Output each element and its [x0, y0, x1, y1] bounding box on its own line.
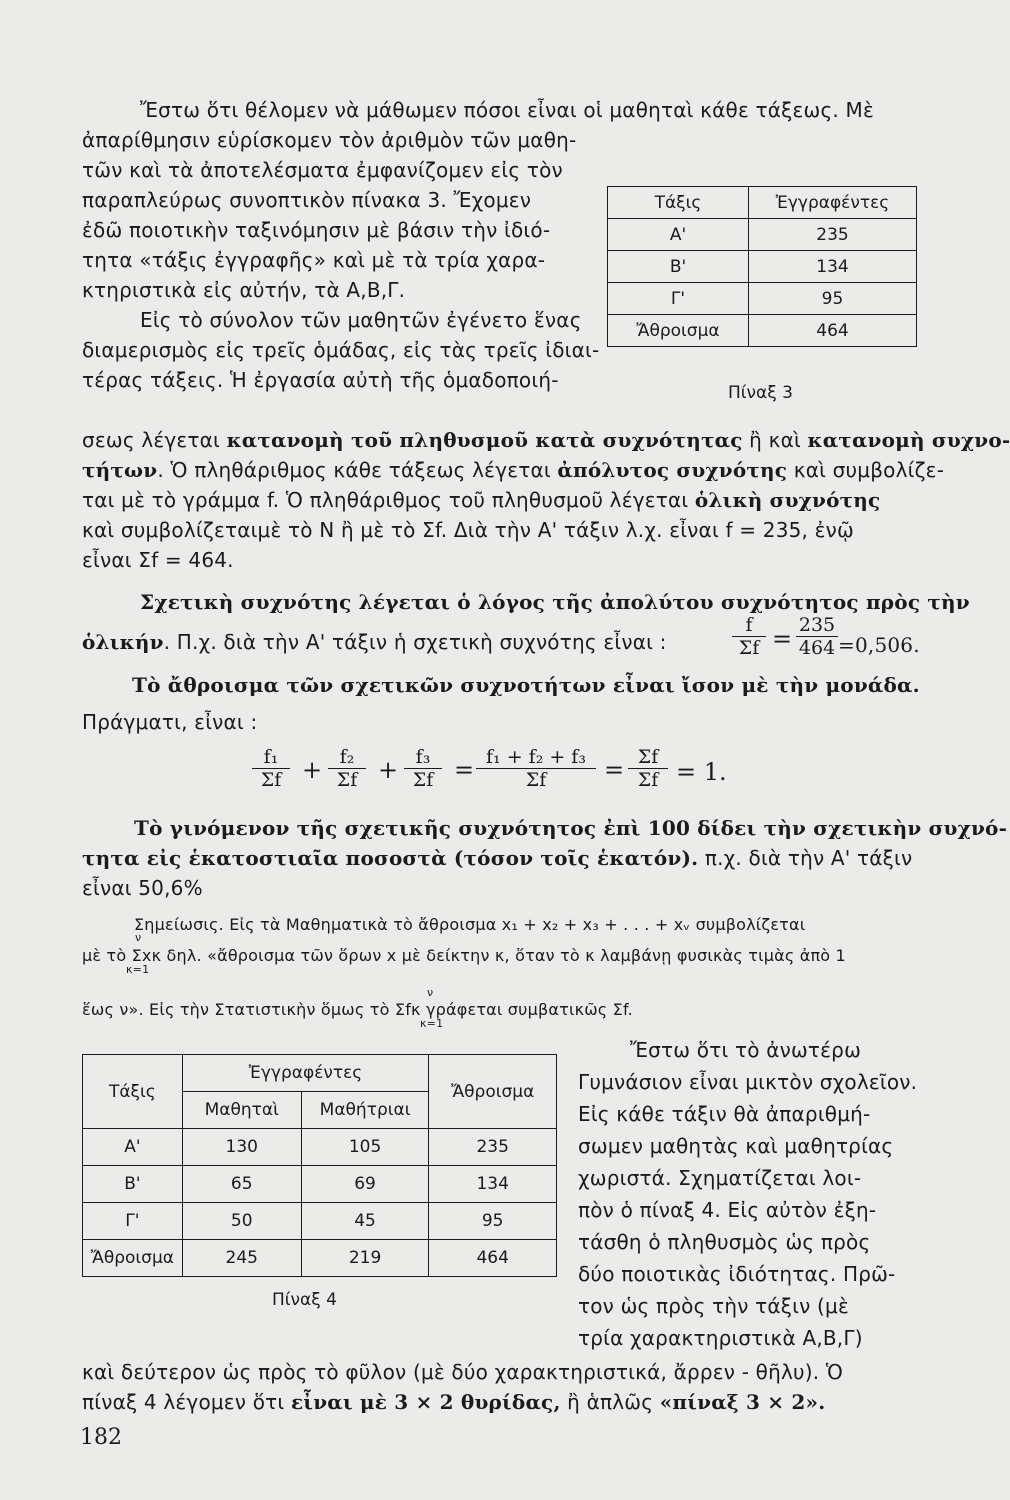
mixed-text: ἢ ἁπλῶς [560, 1390, 660, 1414]
table-4-cell: 50 [182, 1203, 301, 1240]
table-4-cell: 134 [429, 1166, 557, 1203]
table-4-cell: 245 [182, 1240, 301, 1277]
intro-line-8: Εἰς τὸ σύνολον τῶν μαθητῶν ἐγένετο ἕνας [140, 308, 582, 332]
para2-term: κατανομὴ τοῦ πληθυσμοῦ κατὰ συχνότητας [226, 428, 743, 452]
table-4-header-total: Ἄθροισμα [429, 1055, 557, 1129]
equals-sign: = [604, 756, 625, 784]
table-3-row-label: Ἄθροισμα [608, 315, 749, 347]
para2-line-3 [82, 488, 880, 512]
note-sigma-bottom: κ=1 [126, 963, 150, 976]
table-3-row-value: 235 [749, 219, 917, 251]
table-3-row-label: Α' [608, 219, 749, 251]
para2-term: τήτων [82, 458, 158, 482]
plus-sign: + [302, 756, 323, 784]
fraction-denominator: 464 [798, 637, 836, 659]
table-4-cell: 45 [301, 1203, 429, 1240]
fraction-numerator: f₁ + f₂ + f₃ [476, 746, 596, 769]
table-3-row-label: Γ' [608, 283, 749, 315]
para2-text: σεως λέγεται [82, 428, 227, 452]
fraction-denominator: Σf [525, 769, 547, 791]
mixed-line-9: τον ὡς πρὸς τὴν τάξιν (μὲ [578, 1294, 849, 1318]
table-4 [82, 1054, 557, 1277]
intro-line-2: ἀπαρίθμησιν εὑρίσκομεν τὸν ἀριθμὸν τῶν μαθη- [82, 128, 577, 152]
table-4-header-male: Μαθηταὶ [182, 1092, 301, 1129]
relative-term: ὁλικήν [82, 630, 164, 654]
table-3-row-value: 464 [749, 315, 917, 347]
table-4-caption: Πίναξ 4 [272, 1290, 337, 1310]
table-4-row-label: Β' [83, 1166, 183, 1203]
relative-result: =0,506. [838, 633, 920, 657]
percent-line-1: Τὸ γινόμενον τῆς σχετικῆς συχνότητος ἐπὶ 100 δίδει τὴν σχετικὴν συχνό- [134, 816, 1008, 840]
para2-text: . Ὁ πληθάριθμος κάθε τάξεως λέγεται [157, 458, 558, 482]
table-3-header-class: Τάξις [608, 187, 749, 219]
fraction-numerator: f₃ [404, 746, 442, 769]
intro-line-1: Ἔστω ὅτι θέλομεν νὰ μάθωμεν πόσοι εἶναι οἱ μαθηταὶ κάθε τάξεως. Μὲ [140, 98, 874, 122]
plus-sign: + [378, 756, 399, 784]
para2-text: καὶ συμβολίζε- [787, 458, 945, 482]
sum-statement: Τὸ ἄθροισμα τῶν σχετικῶν συχνοτήτων εἶναι ἴσον μὲ τὴν μονάδα. [132, 673, 920, 697]
fraction-numerator: f [732, 614, 766, 637]
formula-fraction-5 [628, 746, 668, 791]
table-4-header-female: Μαθήτριαι [301, 1092, 429, 1129]
indeed-line: Πράγματι, εἶναι : [82, 710, 258, 734]
intro-line-4: παραπλεύρως συνοπτικὸν πίνακα 3. Ἔχομεν [82, 188, 532, 212]
mixed-term: εἶναι μὲ 3 × 2 θυρίδας, [290, 1390, 561, 1414]
fraction-f-over-sum [732, 614, 766, 659]
mixed-text: πίναξ 4 λέγομεν ὅτι [82, 1390, 291, 1414]
mixed-line-1: Ἔστω ὅτι τὸ ἀνωτέρω [630, 1038, 862, 1062]
mixed-line-6: πὸν ὁ πίναξ 4. Εἰς αὐτὸν ἐξη- [578, 1198, 877, 1222]
table-3-header-enrolled: Ἐγγραφέντες [749, 187, 917, 219]
equals-sign: = [454, 756, 475, 784]
para2-text: ται μὲ τὸ γράμμα f. Ὁ πληθάριθμος τοῦ πληθυσμοῦ λέγεται [82, 488, 695, 512]
para2-line-1 [82, 428, 1010, 452]
mixed-line-2: Γυμνάσιον εἶναι μικτὸν σχολεῖον. [578, 1070, 918, 1094]
fraction-denominator: Σf [260, 769, 282, 791]
table-4-row-label: Ἄθροισμα [83, 1240, 183, 1277]
percent-text: π.χ. διὰ τὴν Α' τάξιν [698, 846, 913, 870]
relative-text: . Π.χ. διὰ τὴν Α' τάξιν ἡ σχετικὴ συχνότης εἶναι : [163, 630, 667, 654]
table-3-row-value: 95 [749, 283, 917, 315]
mixed-term: «πίναξ 3 × 2». [659, 1390, 826, 1414]
note-sigma-top: ν [427, 986, 434, 999]
mixed-line-7: τάσθη ὁ πληθυσμὸς ὡς πρὸς [578, 1230, 871, 1254]
para2-text: ἢ καὶ [742, 428, 808, 452]
intro-line-9: διαμερισμὸς εἰς τρεῖς ὁμάδας, εἰς τὰς τρεῖς ἰδιαι- [82, 338, 600, 362]
relative-line-1: Σχετικὴ συχνότης λέγεται ὁ λόγος τῆς ἀπολύτου συχνότητος πρὸς τὴν [140, 590, 970, 614]
table-4-cell: 464 [429, 1240, 557, 1277]
mixed-line-8: δύο ποιοτικὰς ἰδιότητας. Πρῶ- [578, 1262, 896, 1286]
table-3 [607, 186, 917, 347]
fraction-denominator: Σf [336, 769, 358, 791]
intro-line-3: τῶν καὶ τὰ ἀποτελέσματα ἐμφανίζομεν εἰς τὸν [82, 158, 563, 182]
note-line-1: Σημείωσις. Εἰς τὰ Μαθηματικὰ τὸ ἄθροισμα x₁ + x₂ + x₃ + . . . + xᵥ συμβολίζεται [134, 915, 806, 934]
fraction-numerator: f₂ [328, 746, 366, 769]
mixed-line-11: καὶ δεύτερον ὡς πρὸς τὸ φῦλον (μὲ δύο χαρακτηριστικά, ἄρρεν - θῆλυ). Ὁ [82, 1360, 844, 1384]
equals-sign: = [772, 625, 793, 653]
table-4-header-class: Τάξις [83, 1055, 183, 1129]
mixed-line-5: χωριστά. Σχηματίζεται λοι- [578, 1166, 862, 1190]
relative-line-2 [82, 630, 667, 654]
fraction-235-over-464 [796, 614, 838, 659]
note-line-2: μὲ τὸ Σxκ δηλ. «ἄθροισμα τῶν ὅρων x μὲ δείκτην κ, ὅταν τὸ κ λαμβάνῃ φυσικὰς τιμὰς ἀπὸ 1 [82, 946, 846, 965]
intro-line-5: ἐδῶ ποιοτικὴν ταξινόμησιν μὲ βάσιν τὴν ἰδιό- [82, 218, 551, 242]
note-sigma-top: ν [135, 931, 142, 944]
mixed-line-12 [82, 1390, 825, 1414]
para2-line-2 [82, 458, 944, 482]
percent-line-3: εἶναι 50,6% [82, 876, 203, 900]
para2-term: κατανομὴ συχνο- [807, 428, 1010, 452]
table-4-cell: 65 [182, 1166, 301, 1203]
table-3-row-label: Β' [608, 251, 749, 283]
para2-line-4: καὶ συμβολίζεταιμὲ τὸ Ν ἢ μὲ τὸ Σf. Διὰ τὴν Α' τάξιν λ.χ. εἶναι f = 235, ἐνῷ [82, 518, 854, 542]
table-4-cell: 69 [301, 1166, 429, 1203]
mixed-line-10: τρία χαρακτηριστικὰ Α,Β,Γ) [578, 1326, 863, 1350]
intro-line-10: τέρας τάξεις. Ἡ ἐργασία αὐτὴ τῆς ὁμαδοποιή- [82, 368, 559, 392]
page-number: 182 [80, 1425, 122, 1450]
intro-line-6: τητα «τάξις ἐγγραφῆς» καὶ μὲ τὰ τρία χαρα- [82, 248, 546, 272]
table-4-header-enrolled: Ἐγγραφέντες [182, 1055, 429, 1092]
fraction-denominator: Σf [738, 637, 760, 659]
formula-fraction-1 [252, 746, 290, 791]
percent-line-2 [82, 846, 912, 870]
para2-line-5: εἶναι Σf = 464. [82, 548, 234, 572]
intro-line-7: κτηριστικὰ εἰς αὐτήν, τὰ Α,Β,Γ. [82, 278, 406, 302]
mixed-line-3: Εἰς κάθε τάξιν θὰ ἀπαριθμή- [578, 1102, 871, 1126]
table-3-caption: Πίναξ 3 [728, 383, 793, 403]
fraction-denominator: Σf [412, 769, 434, 791]
table-4-row-label: Α' [83, 1129, 183, 1166]
fraction-denominator: Σf [637, 769, 659, 791]
fraction-numerator: 235 [796, 614, 838, 637]
formula-fraction-4 [476, 746, 596, 791]
fraction-numerator: Σf [628, 746, 668, 769]
table-4-cell: 95 [429, 1203, 557, 1240]
table-4-row-label: Γ' [83, 1203, 183, 1240]
table-4-cell: 219 [301, 1240, 429, 1277]
mixed-line-4: σωμεν μαθητὰς καὶ μαθητρίας [578, 1134, 894, 1158]
table-4-cell: 130 [182, 1129, 301, 1166]
note-line-3: ἕως ν». Εἰς τὴν Στατιστικὴν ὅμως τὸ Σfκ γράφεται συμβατικῶς Σf. [82, 1000, 633, 1019]
percent-term: τητα εἰς ἑκατοστιαῖα ποσοστὰ (τόσον τοῖς ἑκατόν). [82, 846, 699, 870]
para2-term: ἀπόλυτος συχνότης [557, 458, 788, 482]
table-4-cell: 105 [301, 1129, 429, 1166]
fraction-numerator: f₁ [252, 746, 290, 769]
table-4-cell: 235 [429, 1129, 557, 1166]
table-3-row-value: 134 [749, 251, 917, 283]
formula-fraction-2 [328, 746, 366, 791]
formula-fraction-3 [404, 746, 442, 791]
note-sigma-bottom: κ=1 [420, 1017, 444, 1030]
formula-end: = 1. [676, 758, 727, 786]
para2-term: ὁλικὴ συχνότης [694, 488, 881, 512]
